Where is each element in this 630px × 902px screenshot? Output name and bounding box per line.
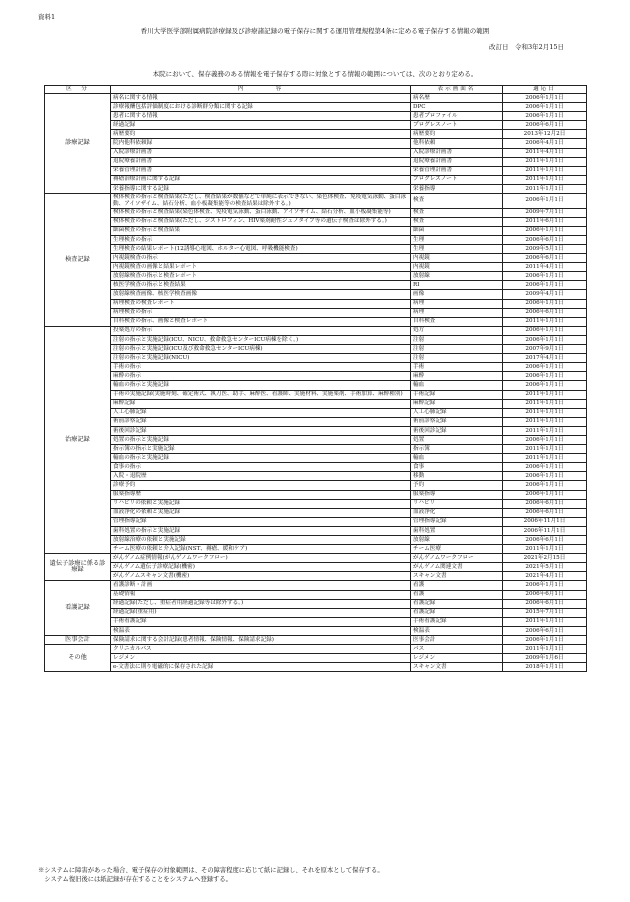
date-cell: 2006年6月1日 <box>503 499 587 508</box>
table-row <box>45 472 587 481</box>
date-cell: 2006年1月1日 <box>503 581 587 590</box>
item-cell: 血液浄化の依頼と実施記録 <box>111 508 411 517</box>
date-cell: 2011年1月1日 <box>503 454 587 463</box>
screen-name-cell: 病理 <box>411 308 503 317</box>
item-cell: 病理検査の指示 <box>111 308 411 317</box>
screen-name-cell: 栄養管理計画書 <box>411 166 503 175</box>
table-row <box>45 272 587 281</box>
screen-name-cell: 内視鏡 <box>411 263 503 272</box>
screen-name-cell: DPC <box>411 103 503 112</box>
screen-name-cell: 放射線 <box>411 272 503 281</box>
item-cell: 投薬処方の指示 <box>111 326 411 335</box>
item-cell: 保険請求に関する会計記録(患者情報、保険情報、保険請求記録) <box>111 636 411 645</box>
date-cell: 2009年5月1日 <box>503 245 587 254</box>
screen-name-cell: 病理 <box>411 299 503 308</box>
date-cell: 2006年6月1日 <box>503 626 587 635</box>
date-cell: 2006年1月1日 <box>503 381 587 390</box>
table-row <box>45 317 587 326</box>
date-cell: 2006年6月1日 <box>503 508 587 517</box>
date-cell: 2006年6月1日 <box>503 599 587 608</box>
item-cell: 術後回診記録 <box>111 426 411 435</box>
item-cell: 輸血の指示と実施記録 <box>111 454 411 463</box>
table-row <box>45 208 587 217</box>
table-row <box>45 417 587 426</box>
category-cell: 診療記録 <box>45 94 111 194</box>
table-row <box>45 508 587 517</box>
item-cell: 放射線治療の依頼と実施記録 <box>111 536 411 545</box>
column-header-category: 区 分 <box>45 86 111 94</box>
date-cell: 2011年4月1日 <box>503 148 587 157</box>
scope-table <box>44 85 587 672</box>
item-cell: レジメン <box>111 654 411 663</box>
screen-name-cell: 入院診療計画書 <box>411 148 503 157</box>
document-title: 香川大学医学部附属病院診療録及び診療諸記録の電子保存に関する運用管理規程第4条に定める電子保存する情報の範囲 <box>140 27 490 35</box>
table-row <box>45 636 587 645</box>
date-cell: 2006年4月1日 <box>503 139 587 148</box>
item-cell: 核医学検査の指示と検査結果 <box>111 281 411 290</box>
screen-name-cell: 看護記録 <box>411 608 503 617</box>
table-body <box>45 94 587 672</box>
screen-name-cell: 処方 <box>411 326 503 335</box>
screen-name-cell: 手術看護記録 <box>411 617 503 626</box>
screen-name-cell: 人工心肺記録 <box>411 408 503 417</box>
date-cell: 2011年1月1日 <box>503 157 587 166</box>
item-cell: がんゲノム遺伝子診療記録(機密) <box>111 563 411 572</box>
category-cell: 治療記録 <box>45 326 111 553</box>
item-cell: 輸血の指示と実施記録 <box>111 381 411 390</box>
table-row <box>45 326 587 335</box>
date-cell: 2018年1月1日 <box>503 663 587 672</box>
table-row <box>45 299 587 308</box>
date-cell: 2021年5月1日 <box>503 563 587 572</box>
date-cell: 2006年1月1日 <box>503 299 587 308</box>
screen-name-cell: スキャン文書 <box>411 663 503 672</box>
table-row <box>45 454 587 463</box>
date-cell: 2011年1月1日 <box>503 545 587 554</box>
screen-name-cell: 検査 <box>411 208 503 217</box>
table-row <box>45 599 587 608</box>
item-cell: 指示簿の指示と実施記録 <box>111 445 411 454</box>
date-cell: 2011年1月1日 <box>503 408 587 417</box>
screen-name-cell: 放射線 <box>411 536 503 545</box>
screen-name-cell: 術前診察記録 <box>411 417 503 426</box>
screen-name-cell: がんゲノム関連文書 <box>411 563 503 572</box>
table-row <box>45 536 587 545</box>
item-cell: 基礎情報 <box>111 590 411 599</box>
document-label: 資料1 <box>38 13 56 21</box>
date-cell: 2006年1月1日 <box>503 281 587 290</box>
screen-name-cell: 血液浄化 <box>411 508 503 517</box>
item-cell: 病歴要約 <box>111 130 411 139</box>
screen-name-cell: チーム医療 <box>411 545 503 554</box>
footnote <box>38 867 384 884</box>
table-row <box>45 263 587 272</box>
screen-name-cell: 病歴要約 <box>411 130 503 139</box>
screen-name-cell: 病名歴 <box>411 94 503 103</box>
table-row <box>45 445 587 454</box>
date-cell: 2011年1月1日 <box>503 399 587 408</box>
table-row <box>45 390 587 399</box>
date-cell: 2009年7月1日 <box>503 208 587 217</box>
screen-name-cell: 画像 <box>411 290 503 299</box>
date-cell: 2011年1月1日 <box>503 445 587 454</box>
date-cell: 2006年1月1日 <box>503 463 587 472</box>
item-cell: 服薬指導歴 <box>111 490 411 499</box>
item-cell: 院内他科依頼録 <box>111 139 411 148</box>
screen-name-cell: 他科依頼 <box>411 139 503 148</box>
item-cell: 検体検査の指示と検査結果(染色体検査、免疫電気泳動、蛋白泳動、アイソザイム、結石分析、血小板凝集能等) <box>111 208 411 217</box>
date-cell: 2017年4月1日 <box>503 354 587 363</box>
date-cell: 2011年1月1日 <box>503 617 587 626</box>
table-row <box>45 290 587 299</box>
item-cell: 麻酔の指示 <box>111 372 411 381</box>
date-cell: 2006年11月1日 <box>503 517 587 526</box>
date-cell: 2013年12月2日 <box>503 130 587 139</box>
date-cell: 2011年1月1日 <box>503 317 587 326</box>
table-row <box>45 372 587 381</box>
screen-name-cell: プログレスノート <box>411 175 503 184</box>
screen-name-cell: 輸血 <box>411 381 503 390</box>
date-cell: 2021年2月15日 <box>503 554 587 563</box>
date-cell: 2006年1月1日 <box>503 103 587 112</box>
item-cell: 手術の指示 <box>111 363 411 372</box>
date-cell: 2006年1月1日 <box>503 272 587 281</box>
table-row <box>45 617 587 626</box>
item-cell: 食事の指示 <box>111 463 411 472</box>
date-cell: 2006年1月1日 <box>503 435 587 444</box>
item-cell: 入院診療計画書 <box>111 148 411 157</box>
date-cell: 2006年1月1日 <box>503 335 587 344</box>
table-row <box>45 435 587 444</box>
screen-name-cell: 検査 <box>411 194 503 209</box>
date-cell: 2006年1月1日 <box>503 326 587 335</box>
table-header <box>45 86 587 94</box>
category-cell: 遺伝子診療に係る診療録 <box>45 554 111 581</box>
item-cell: 診療報酬包括評価制度における診断群分類に関する記録 <box>111 103 411 112</box>
screen-name-cell: 指示簿 <box>411 445 503 454</box>
date-cell: 2007年9月1日 <box>503 345 587 354</box>
footnote-line: システム復旧後には紙記録が存在することをシステムへ登録する。 <box>38 875 232 883</box>
item-cell: 歯科処置の指示と実施記録 <box>111 526 411 535</box>
table-row <box>45 545 587 554</box>
item-cell: 内視鏡検査の指示 <box>111 254 411 263</box>
date-cell: 2011年4月1日 <box>503 263 587 272</box>
date-cell: 2006年11月1日 <box>503 526 587 535</box>
screen-name-cell: 生理 <box>411 235 503 244</box>
item-cell: 術前診察記録 <box>111 417 411 426</box>
table-row <box>45 517 587 526</box>
screen-name-cell: がんゲノムワークフロー <box>411 554 503 563</box>
table-row <box>45 94 587 103</box>
table-row <box>45 175 587 184</box>
item-cell: 患者に関する情報 <box>111 112 411 121</box>
screen-name-cell: 内視鏡 <box>411 254 503 263</box>
table-row <box>45 157 587 166</box>
screen-name-cell: 服薬指導 <box>411 490 503 499</box>
date-cell: 2006年6月1日 <box>503 121 587 130</box>
screen-name-cell: 看護 <box>411 590 503 599</box>
table-row <box>45 626 587 635</box>
date-cell: 2006年1月1日 <box>503 94 587 103</box>
item-cell: 経過記録 <box>111 121 411 130</box>
item-cell: 検温表 <box>111 626 411 635</box>
item-cell: 入院・退院歴 <box>111 472 411 481</box>
screen-name-cell: 麻酔 <box>411 372 503 381</box>
item-cell: 褥瘡治療計画に関する記録 <box>111 175 411 184</box>
date-cell: 2006年6月1日 <box>503 536 587 545</box>
item-cell: 管理指導記録 <box>111 517 411 526</box>
table-row <box>45 245 587 254</box>
table-row <box>45 590 587 599</box>
table-row <box>45 381 587 390</box>
screen-name-cell: 栄養指導 <box>411 184 503 193</box>
item-cell: 内視鏡検査の画像と結果レポート <box>111 263 411 272</box>
date-cell: 2006年1月1日 <box>503 226 587 235</box>
table-row <box>45 554 587 563</box>
screen-name-cell: スキャン文書 <box>411 572 503 581</box>
date-cell: 2006年1月1日 <box>503 363 587 372</box>
table-row <box>45 345 587 354</box>
table-row <box>45 281 587 290</box>
table-row <box>45 608 587 617</box>
table-row <box>45 563 587 572</box>
table-row <box>45 663 587 672</box>
item-cell: 病理検査の検査レポート <box>111 299 411 308</box>
item-cell: 注射の指示と実施記録(NICU) <box>111 354 411 363</box>
item-cell: 手術の実施記録(実施時刻、確定術式、執刀医、助手、麻酔医、看護師、実施材料、実施薬剤、手術加算、麻酔種別) <box>111 390 411 399</box>
table-row <box>45 354 587 363</box>
screen-name-cell: 自科検査 <box>411 317 503 326</box>
date-cell: 2011年1月1日 <box>503 175 587 184</box>
table-row <box>45 184 587 193</box>
date-cell: 2006年1月1日 <box>503 194 587 209</box>
table-row <box>45 148 587 157</box>
screen-name-cell: 術後回診記録 <box>411 426 503 435</box>
table-row <box>45 254 587 263</box>
screen-name-cell: 歯科処置 <box>411 526 503 535</box>
screen-name-cell: 管理指導記録 <box>411 517 503 526</box>
screen-name-cell: パス <box>411 645 503 654</box>
table-row <box>45 139 587 148</box>
item-cell: 栄養管理計画書 <box>111 166 411 175</box>
screen-name-cell: 麻酔記録 <box>411 399 503 408</box>
screen-name-cell: 注射 <box>411 335 503 344</box>
intro-text: 本院において、保存義務のある情報を電子保存する際に対象とする情報の範囲については、次のとおり定める。 <box>152 70 478 78</box>
screen-name-cell: リハビリ <box>411 499 503 508</box>
date-cell: 2011年1月1日 <box>503 390 587 399</box>
item-cell: 病名に関する情報 <box>111 94 411 103</box>
screen-name-cell: 移動 <box>411 472 503 481</box>
screen-name-cell: 手術記録 <box>411 390 503 399</box>
screen-name-cell: 予約 <box>411 481 503 490</box>
screen-name-cell: 注射 <box>411 354 503 363</box>
date-cell: 2011年1月1日 <box>503 184 587 193</box>
screen-name-cell: 患者プロファイル <box>411 112 503 121</box>
item-cell: 看護診断・計画 <box>111 581 411 590</box>
table-row <box>45 166 587 175</box>
item-cell: e-文書法に則り電磁的に保存された記録 <box>111 663 411 672</box>
screen-name-cell: 検温表 <box>411 626 503 635</box>
table-row <box>45 194 587 209</box>
screen-name-cell: 看護記録 <box>411 599 503 608</box>
category-cell: 医事会計 <box>45 636 111 645</box>
date-cell: 2006年6月1日 <box>503 235 587 244</box>
screen-name-cell: 注射 <box>411 345 503 354</box>
screen-name-cell: 医事会計 <box>411 636 503 645</box>
screen-name-cell: 手術 <box>411 363 503 372</box>
screen-name-cell: レジメン <box>411 654 503 663</box>
table-row <box>45 226 587 235</box>
item-cell: 自科検査の指示、画像と検査レポート <box>111 317 411 326</box>
item-cell: 注射の指示と実施記録(ICU及び救命救急センターICU病棟) <box>111 345 411 354</box>
date-cell: 2009年1月6日 <box>503 654 587 663</box>
category-cell: 看護記録 <box>45 581 111 636</box>
item-cell: 退院療養計画書 <box>111 157 411 166</box>
table-row <box>45 235 587 244</box>
date-cell: 2011年6月1日 <box>503 217 587 226</box>
date-cell: 2011年1月1日 <box>503 426 587 435</box>
item-cell: 検体検査の指示と検査結果(ただし、ジストロフィン、HIV薬剤耐性ジェノタイプ等の遺伝子検査は除外する。) <box>111 217 411 226</box>
item-cell: 生理検査の結果レポート(12誘導心電図、ホルター心電図、呼吸機能検査) <box>111 245 411 254</box>
table-row <box>45 490 587 499</box>
date-cell: 2021年4月1日 <box>503 572 587 581</box>
table-row <box>45 408 587 417</box>
date-cell: 2011年1月1日 <box>503 417 587 426</box>
item-cell: 手術看護記録 <box>111 617 411 626</box>
item-cell: クリニカルパス <box>111 645 411 654</box>
item-cell: 経過記録(重症用) <box>111 608 411 617</box>
date-cell: 2006年6月1日 <box>503 254 587 263</box>
item-cell: 生理検査の指示 <box>111 235 411 244</box>
table-row <box>45 363 587 372</box>
date-cell: 2009年4月1日 <box>503 290 587 299</box>
table-row <box>45 335 587 344</box>
column-header-content: 内 容 <box>111 86 411 94</box>
table-row <box>45 463 587 472</box>
screen-name-cell: 看護 <box>411 581 503 590</box>
table-row <box>45 103 587 112</box>
table-row <box>45 581 587 590</box>
table-row <box>45 130 587 139</box>
table-row <box>45 654 587 663</box>
screen-name-cell: 食事 <box>411 463 503 472</box>
item-cell: 検体検査の指示と検査結果(ただし、検査結果が数値などで単純に表示できない、染色体検査、免疫電気泳動、蛋白泳動、アイソザイム、結石分析、血小板凝集能等の検査結果は除外する。) <box>111 194 411 209</box>
footnote-line: ※システムに障害があった場合、電子保存の対象範囲は、その障害程度に応じて紙に記録し、それを原本として保存する。 <box>38 867 384 874</box>
table-row <box>45 481 587 490</box>
date-cell: 2015年7月1日 <box>503 608 587 617</box>
table-row <box>45 399 587 408</box>
item-cell: チーム医療の依頼と介入記録(NST、褥瘡、緩和ケア) <box>111 545 411 554</box>
screen-name-cell: プログレスノート <box>411 121 503 130</box>
date-cell: 2006年1月1日 <box>503 490 587 499</box>
item-cell: がんゲノム症例情報(がんゲノムワークフロー) <box>111 554 411 563</box>
item-cell: 放射線検査画像、核医学検査画像 <box>111 290 411 299</box>
table-row <box>45 645 587 654</box>
date-cell: 2006年1月1日 <box>503 636 587 645</box>
table-row <box>45 112 587 121</box>
item-cell: 麻酔記録 <box>111 399 411 408</box>
item-cell: 診療予約 <box>111 481 411 490</box>
date-cell: 2011年1月1日 <box>503 645 587 654</box>
item-cell: 放射線検査の指示と検査レポート <box>111 272 411 281</box>
screen-name-cell: 生理 <box>411 245 503 254</box>
screen-name-cell: 検査 <box>411 217 503 226</box>
table-row <box>45 121 587 130</box>
screen-name-cell: RI <box>411 281 503 290</box>
date-cell: 2006年6月1日 <box>503 308 587 317</box>
column-header-screen: 表示画面名 <box>411 86 503 94</box>
date-cell: 2006年6月1日 <box>503 590 587 599</box>
table-row <box>45 526 587 535</box>
item-cell: 栄養指導に関する記録 <box>111 184 411 193</box>
item-cell: リハビリの依頼と実施記録 <box>111 499 411 508</box>
item-cell: 人工心肺記録 <box>111 408 411 417</box>
revision-date: 改訂日 令和3年2月15日 <box>488 43 564 51</box>
date-cell: 2011年1月1日 <box>503 166 587 175</box>
item-cell: 処置の指示と実施記録 <box>111 435 411 444</box>
screen-name-cell: 処置 <box>411 435 503 444</box>
item-cell: 経過記録(ただし、重症者用経過記録等は除外する。) <box>111 599 411 608</box>
screen-name-cell: 輸血 <box>411 454 503 463</box>
table-row <box>45 426 587 435</box>
table-row <box>45 308 587 317</box>
table-row <box>45 572 587 581</box>
date-cell: 2006年1月1日 <box>503 472 587 481</box>
table-row <box>45 217 587 226</box>
table-row <box>45 499 587 508</box>
screen-name-cell: 細菌 <box>411 226 503 235</box>
category-cell: その他 <box>45 645 111 672</box>
category-cell: 検査記録 <box>45 194 111 327</box>
date-cell: 2006年1月1日 <box>503 481 587 490</box>
date-cell: 2006年1月1日 <box>503 112 587 121</box>
screen-name-cell: 退院療養計画書 <box>411 157 503 166</box>
date-cell: 2006年1月1日 <box>503 372 587 381</box>
column-header-date: 適応日 <box>503 86 587 94</box>
item-cell: がんゲノムスキャン文書(機密) <box>111 572 411 581</box>
item-cell: 注射の指示と実施記録(ICU、NICU、救命救急センターICU病棟を除く。) <box>111 335 411 344</box>
item-cell: 細菌検査の指示と検査結果 <box>111 226 411 235</box>
